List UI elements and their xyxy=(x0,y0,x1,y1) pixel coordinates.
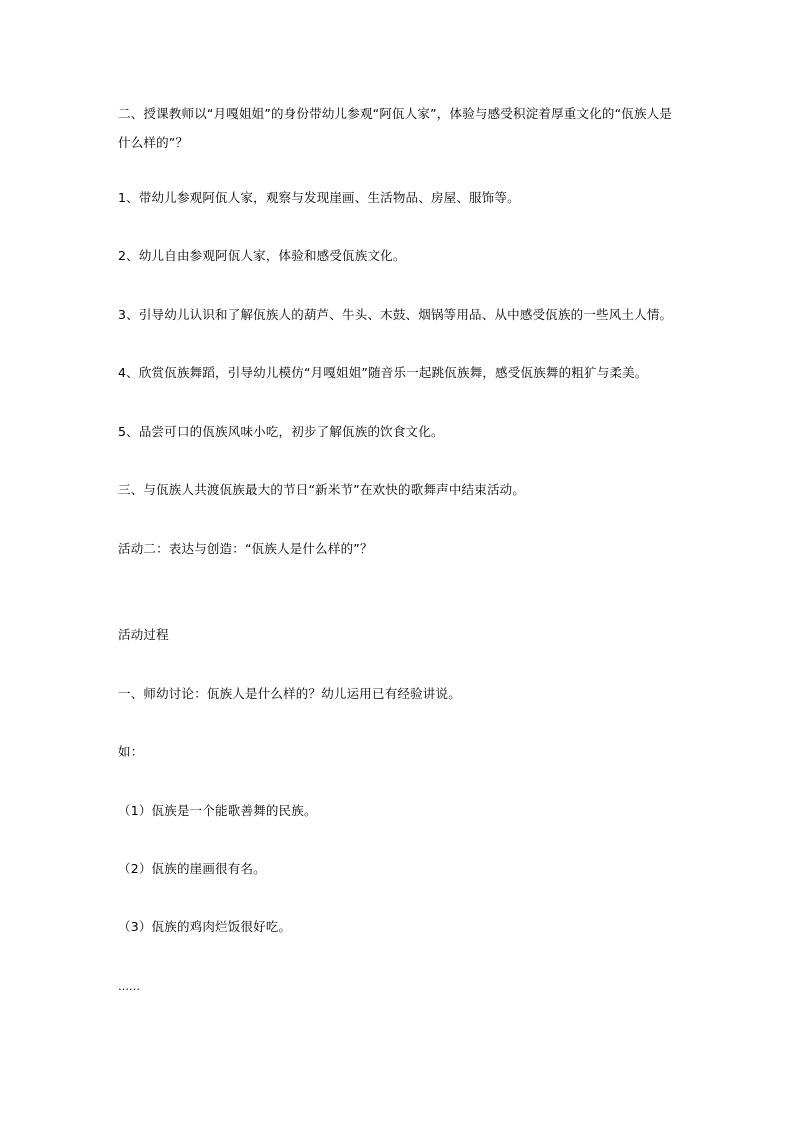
paragraph-section-3: 三、与佤族人共渡佤族最大的节日“新米节”在欢快的歌舞声中结束活动。 xyxy=(118,482,526,497)
paragraph-discussion: 一、师幼讨论：佤族人是什么样的？幼儿运用已有经验讲说。 xyxy=(118,686,461,701)
paragraph-step-5: 5、品尝可口的佤族风味小吃，初步了解佤族的饮食文化。 xyxy=(118,424,444,439)
paragraph-step-4: 4、欣赏佤族舞蹈，引导幼儿模仿“月嘎姐姐”随音乐一起跳佤族舞，感受佤族舞的粗犷与柔美。 xyxy=(118,365,648,380)
activity-two-heading: 活动二：表达与创造：“佤族人是什么样的”？ xyxy=(118,541,373,556)
list-item-example-2: （2）佤族的崖画很有名。 xyxy=(118,861,266,876)
paragraph-section-2-heading: 二、授课教师以“月嘎姐姐”的身份带幼儿参观“阿佤人家”，体验与感受积淀着厚重文化的“佤族人是什么样的”？ xyxy=(118,106,673,150)
paragraph-example-label: 如： xyxy=(118,744,144,759)
paragraph-step-2: 2、幼儿自由参观阿佤人家，体验和感受佤族文化。 xyxy=(118,248,406,263)
activity-process-heading: 活动过程 xyxy=(118,627,169,642)
paragraph-step-3: 3、引导幼儿认识和了解佤族人的葫芦、牛头、木鼓、烟锅等用品、从中感受佤族的一些风土人情。 xyxy=(118,307,673,322)
paragraph-step-1: 1、带幼儿参观阿佤人家，观察与发现崖画、生活物品、房屋、服饰等。 xyxy=(118,190,520,205)
ellipsis-text: …… xyxy=(118,980,140,993)
list-item-example-1: （1）佤族是一个能歌善舞的民族。 xyxy=(118,803,317,818)
list-item-example-3: （3）佤族的鸡肉烂饭很好吃。 xyxy=(118,919,292,934)
